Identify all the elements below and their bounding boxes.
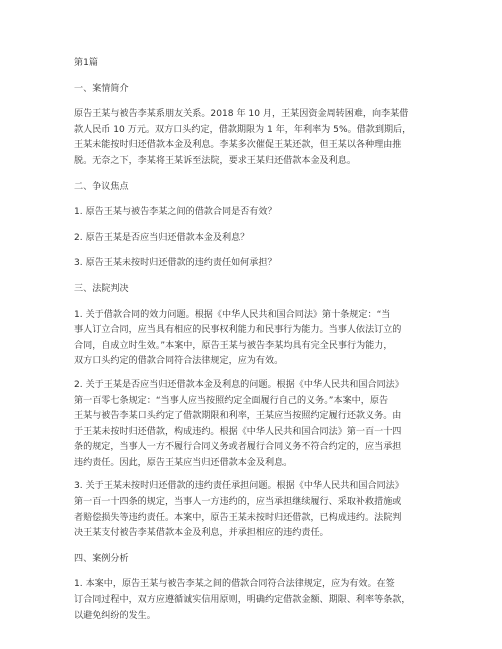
judgment-paragraph-1 [74,308,430,370]
case-summary-paragraph [74,107,430,169]
dispute-item: 2. 原告王某是否应当归还借款本金及利息？ [74,232,250,243]
text-line: 订合同过程中，双方应遵循诚实信用原则，明确约定借款金额、期限、利率等条款， [74,595,411,606]
analysis-paragraph-1 [74,577,430,624]
text-line: 于王某未按时归还借款，构成违约。根据《中华人民共和国合同法》第一百一十四 [74,426,402,437]
section-heading-dispute-focus: 二、争议焦点 [74,181,129,192]
part-label: 第1篇 [74,58,98,68]
text-line: 事人订立合同，应当具有相应的民事权利能力和民事行为能力。当事人依法订立的 [74,325,402,336]
dispute-item: 1. 原告王某与被告李某之间的借款合同是否有效？ [74,207,277,218]
text-line: 脱。无奈之下，李某将王某诉至法院，要求王某归还借款本金及利息。 [74,155,356,166]
section-heading-case-analysis: 四、案例分析 [74,553,129,564]
text-line: 条的规定，当事人一方不履行合同义务或者履行合同义务不符合约定的，应当承担 [74,442,402,453]
text-line: 以避免纠纷的发生。 [74,610,156,621]
text-line: 王某与被告李某口头约定了借款期限和利率，王某应当按照约定履行还款义务。由 [74,411,402,422]
text-line: 原告王某与被告李某系朋友关系。2018 年 10 月，王某因资金周转困难，向李某借 [74,109,409,120]
text-line: 违约责任。因此，原告王某应当归还借款本金及利息。 [74,457,293,468]
text-line: 合同，自成立时生效。”本案中，原告王某与被告李某均具有完全民事行为能力， [74,340,393,351]
judgment-paragraph-3 [74,479,430,541]
text-line: 3. 关于王某未按时归还借款的违约责任承担问题。根据《中华人民共和国合同法》 [74,481,404,492]
text-line: 1. 关于借款合同的效力问题。根据《中华人民共和国合同法》第十条规定：“当 [74,309,391,320]
text-line: 双方口头约定的借款合同符合法律规定，应为有效。 [74,356,284,367]
text-line: 款人民币 10 万元。双方口头约定，借款期限为 1 年，年利率为 5%。借款到期后， [74,124,412,135]
text-line: 2. 关于王某是否应当归还借款本金及利息的问题。根据《中华人民共和国合同法》 [74,379,404,390]
section-heading-case-summary: 一、案情简介 [74,83,129,94]
document-body [74,56,430,624]
text-line: 王某未能按时归还借款本金及利息。李某多次催促王某还款，但王某以各种理由推 [74,140,402,151]
judgment-paragraph-2 [74,378,430,472]
section-heading-court-judgment: 三、法院判决 [74,283,129,294]
dispute-item: 3. 原告王某未按时归还借款的违约责任如何承担？ [74,258,277,269]
text-line: 1. 本案中，原告王某与被告李某之间的借款合同符合法律规定，应为有效。在签 [74,579,395,590]
text-line: 者赔偿损失等违约责任。本案中，原告王某未按时归还借款，已构成违约。法院判 [74,512,402,523]
text-line: 第一百一十四条的规定，当事人一方违约的，应当承担继续履行、采取补救措施或 [74,497,402,508]
text-line: 第一百零七条规定：“当事人应当按照约定全面履行自己的义务。”本案中，原告 [74,395,389,406]
text-line: 决王某支付被告李某借款本金及利息，并承担相应的违约责任。 [74,528,329,539]
